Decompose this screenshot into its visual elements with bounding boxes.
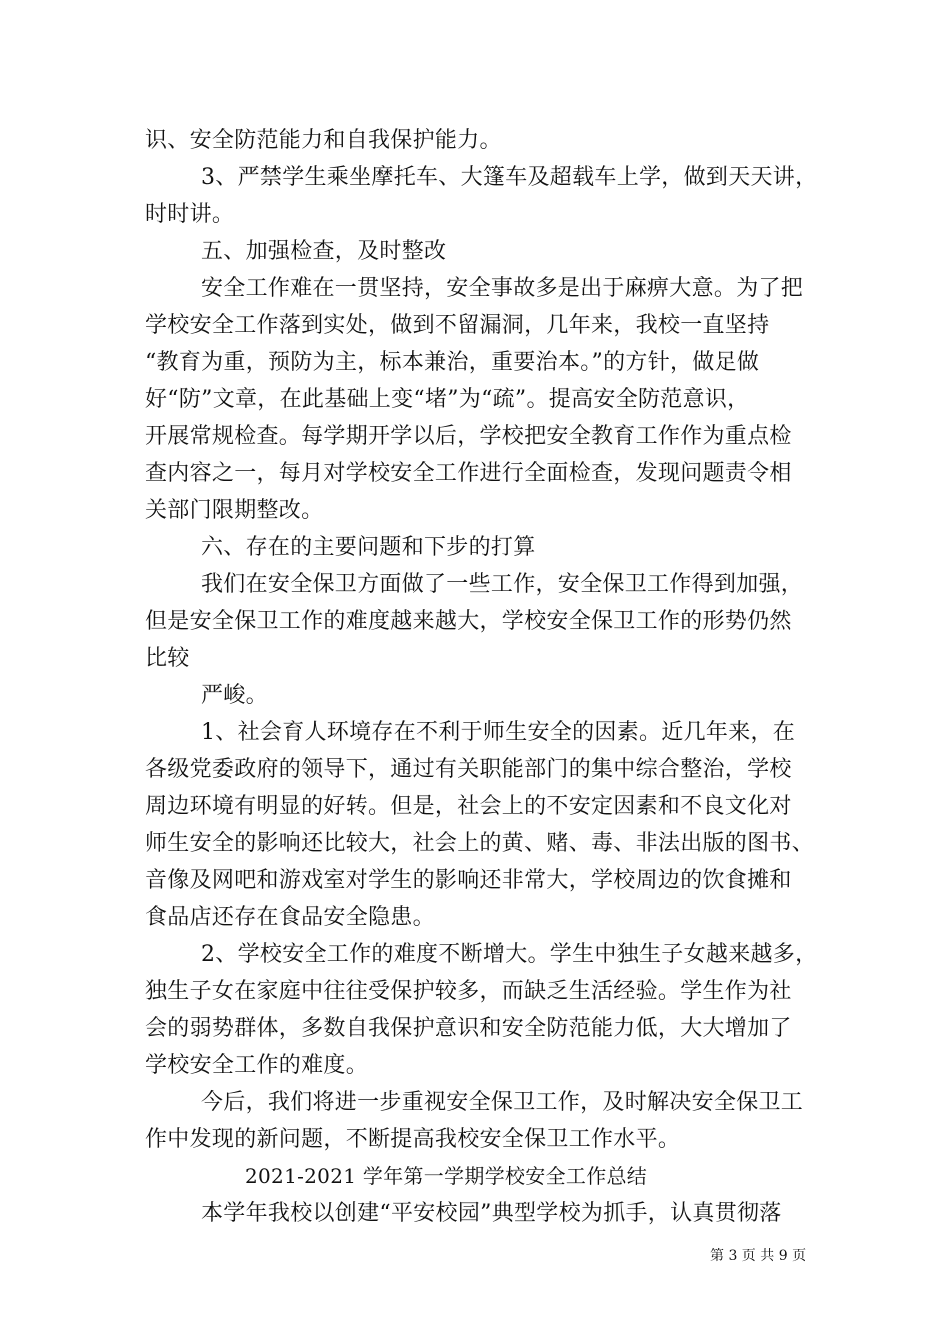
text-line: 但是安全保卫工作的难度越来越大，学校安全保卫工作的形势仍然 — [145, 609, 792, 634]
text-line: 查内容之一，每月对学校安全工作进行全面检查，发现问题责令相 — [145, 461, 792, 486]
text-line: 本学年我校以创建“平安校园”典型学校为抓手，认真贯彻落 — [201, 1201, 782, 1226]
text-line: 严峻。 — [201, 683, 268, 708]
document-body — [145, 122, 818, 1232]
section-heading: 六、存在的主要问题和下步的打算 — [201, 535, 536, 560]
text-line: 关部门限期整改。 — [145, 498, 324, 523]
text-line: 音像及网吧和游戏室对学生的影响还非常大，学校周边的饮食摊和 — [145, 868, 792, 893]
section-heading: 五、加强检查，及时整改 — [201, 239, 447, 264]
text-line: 独生子女在家庭中往往受保护较多，而缺乏生活经验。学生作为社 — [145, 979, 792, 1004]
page-number: 第 3 页 共 9 页 — [710, 1248, 807, 1264]
text-line: 学校安全工作的难度。 — [145, 1053, 369, 1078]
text-line: 会的弱势群体，多数自我保护意识和安全防范能力低，大大增加了 — [145, 1016, 792, 1041]
text-line: 比较 — [145, 646, 190, 671]
text-line: 周边环境有明显的好转。但是，社会上的不安定因素和不良文化对 — [145, 794, 792, 819]
text-line: 学校安全工作落到实处，做到不留漏洞，几年来，我校一直坚持 — [145, 313, 770, 338]
text-line: 时时讲。 — [145, 202, 235, 227]
text-line: 各级党委政府的领导下，通过有关职能部门的集中综合整治，学校 — [145, 757, 792, 782]
text-line: 今后，我们将进一步重视安全保卫工作，及时解决安全保卫工 — [201, 1090, 804, 1115]
text-line: 开展常规检查。每学期开学以后，学校把安全教育工作作为重点检 — [145, 424, 792, 449]
text-line: “教育为重，预防为主，标本兼治，重要治本。”的方针，做足做 — [145, 350, 760, 375]
text-line: 2、学校安全工作的难度不断增大。学生中独生子女越来越多， — [201, 942, 818, 967]
text-line: 3、严禁学生乘坐摩托车、大篷车及超载车上学，做到天天讲， — [201, 165, 818, 190]
text-line: 作中发现的新问题，不断提高我校安全保卫工作水平。 — [145, 1127, 681, 1152]
text-line: 我们在安全保卫方面做了一些工作，安全保卫工作得到加强， — [201, 572, 804, 597]
text-line: 好“防”文章，在此基础上变“堵”为“疏”。提高安全防范意识， — [145, 387, 750, 412]
text-line: 师生安全的影响还比较大，社会上的黄、赌、毒、非法出版的图书、 — [145, 831, 815, 856]
text-line: 识、安全防范能力和自我保护能力。 — [145, 128, 502, 153]
text-line: 1、社会育人环境存在不利于师生安全的因素。近几年来，在 — [201, 720, 796, 745]
text-line: 食品店还存在食品安全隐患。 — [145, 905, 435, 930]
text-line: 安全工作难在一贯坚持，安全事故多是出于麻痹大意。为了把 — [201, 276, 804, 301]
document-title: 2021-2021 学年第一学期学校安全工作总结 — [245, 1164, 648, 1188]
